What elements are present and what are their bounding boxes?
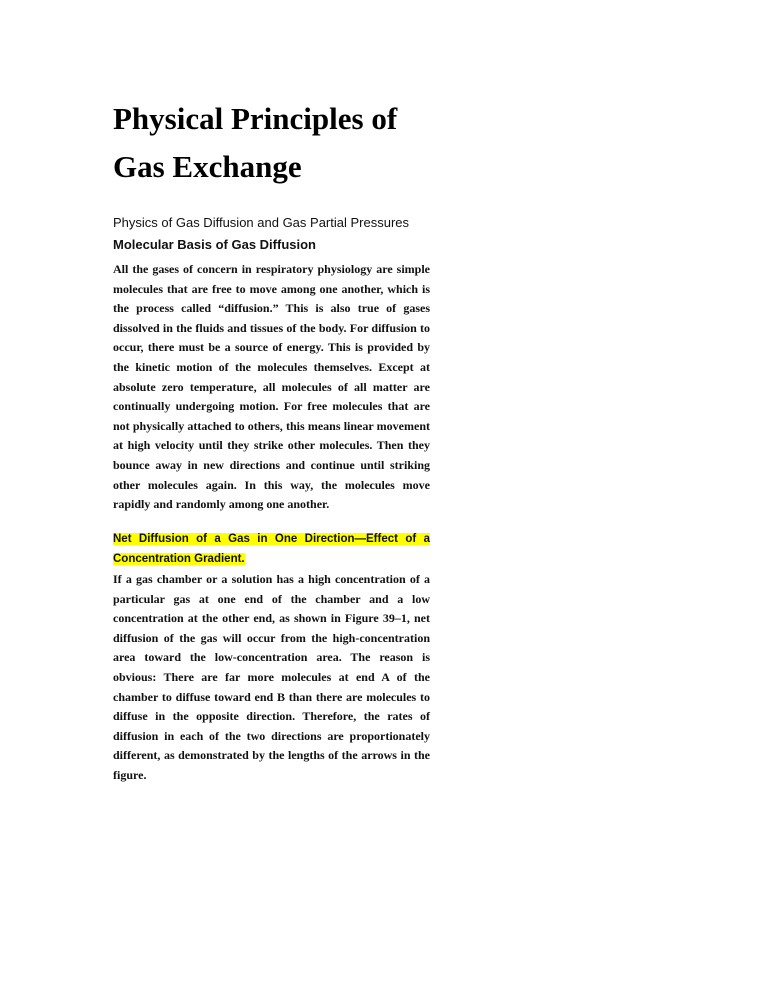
- highlight-mark: Net Diffusion of a Gas in One Direction—Effect of a Concentration Gradient.: [113, 533, 430, 565]
- section-heading: Molecular Basis of Gas Diffusion: [113, 237, 316, 252]
- highlighted-heading: [113, 529, 430, 569]
- title-line-1: Physical Principles of: [113, 101, 398, 136]
- paragraph-net-diffusion: If a gas chamber or a solution has a high concentration of a particular gas at one end of the chamber and a low concentration at the other end, as shown in Figure 39–1, net diffusion of the gas will occur from the high-concentration area toward the low-concentration area. The reason is obvious: There are far more molecules at end A of the chamber to diffuse toward end B than there are molecules to diffuse in the opposite direction. Therefore, the rates of diffusion in each of the two directions are proportionately different, as demonstrated by the lengths of the arrows in the figure.: [113, 572, 430, 782]
- title-line-2: Gas Exchange: [113, 149, 302, 184]
- document-title: [113, 95, 513, 191]
- document-subtitle: Physics of Gas Diffusion and Gas Partial Pressures: [113, 215, 409, 230]
- paragraph-molecular-basis: All the gases of concern in respiratory physiology are simple molecules that are free to move among one another, which is the process called “diffusion.” This is also true of gases dissolved in the fluids and tissues of the body. For diffusion to occur, there must be a source of energy. This is provided by the kinetic motion of the molecules themselves. Except at absolute zero temperature, all molecules of all matter are continually undergoing motion. For free molecules that are not physically attached to others, this means linear movement at high velocity until they strike other molecules. Then they bounce away in new directions and continue until striking other molecules again. In this way, the molecules move rapidly and randomly among one another.: [113, 262, 430, 512]
